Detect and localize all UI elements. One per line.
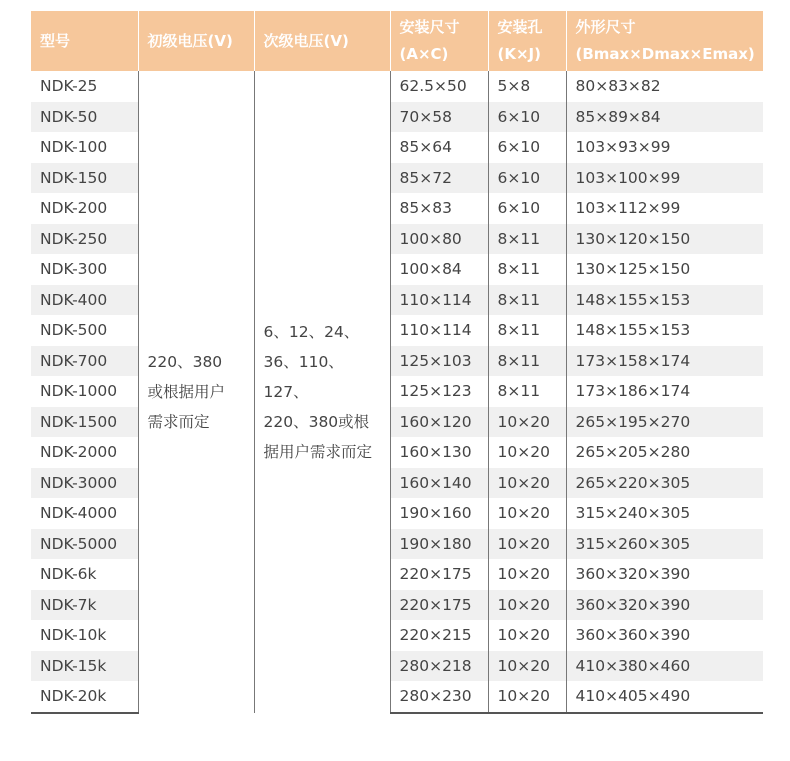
cell-model: NDK-10k: [40, 626, 107, 645]
cell-model: NDK-500: [40, 321, 108, 340]
primary-voltage-line: 220、380: [147, 352, 223, 371]
cell-mount-hole: 10×20: [488, 468, 566, 499]
cell-outline-size: 103×93×99: [566, 132, 763, 163]
cell-mount-hole: 10×20: [488, 620, 566, 651]
secondary-voltage-line: 6、12、24、: [263, 322, 360, 341]
cell-mount-size: 85×64: [390, 132, 488, 163]
header-primary-voltage-line: 初级电压(V): [147, 31, 233, 50]
cell-mount-hole: 8×11: [488, 376, 566, 407]
table-row: [31, 71, 763, 102]
cell-mount-hole: 10×20: [488, 681, 566, 713]
cell-mount-hole: 10×20: [488, 407, 566, 438]
cell-outline-size: 85×89×84: [566, 102, 763, 133]
table-body: [31, 71, 763, 713]
cell-mount-size: 160×140: [390, 468, 488, 499]
cell-outline-size: 315×240×305: [566, 498, 763, 529]
cell-mount-hole: 8×11: [488, 285, 566, 316]
cell-model: NDK-200: [40, 199, 108, 218]
cell-mount-hole: 10×20: [488, 590, 566, 621]
header-row: [31, 11, 763, 71]
cell-outline-size: 410×380×460: [566, 651, 763, 682]
header-mount-hole-line: 安装孔: [497, 18, 543, 36]
header-model-line: 型号: [40, 31, 71, 50]
cell-mount-size: 220×175: [390, 590, 488, 621]
cell-outline-size: 80×83×82: [566, 71, 763, 102]
cell-outline-size: 410×405×490: [566, 681, 763, 713]
cell-model: NDK-1500: [31, 407, 138, 438]
cell-model: NDK-150: [31, 163, 138, 194]
spec-table: [31, 11, 763, 714]
cell-outline-size: 130×120×150: [566, 224, 763, 255]
header-outline-size-line: 外形尺寸: [575, 18, 636, 36]
cell-model: NDK-1000: [40, 382, 118, 401]
spec-table-container: [31, 11, 763, 714]
cell-mount-size: 100×80: [390, 224, 488, 255]
cell-mount-size: 190×180: [390, 529, 488, 560]
cell-mount-hole: 6×10: [488, 193, 566, 224]
cell-outline-size: 173×186×174: [566, 376, 763, 407]
cell-mount-hole: 5×8: [488, 71, 566, 102]
cell-mount-hole: 8×11: [488, 254, 566, 285]
cell-mount-size: 280×230: [390, 681, 488, 713]
cell-mount-size: 85×72: [390, 163, 488, 194]
cell-model: NDK-300: [40, 260, 108, 279]
cell-model: NDK-400: [31, 285, 138, 316]
cell-mount-size: 220×175: [390, 559, 488, 590]
cell-model: NDK-250: [31, 224, 138, 255]
header-secondary-voltage: [254, 11, 390, 71]
cell-outline-size: 360×360×390: [566, 620, 763, 651]
cell-mount-size: 100×84: [390, 254, 488, 285]
cell-mount-size: 280×218: [390, 651, 488, 682]
cell-model: NDK-100: [40, 138, 108, 157]
cell-mount-size: 125×123: [390, 376, 488, 407]
primary-voltage-line: 需求而定: [147, 412, 210, 431]
cell-outline-size: 315×260×305: [566, 529, 763, 560]
cell-outline-size: 148×155×153: [566, 285, 763, 316]
cell-model: NDK-700: [31, 346, 138, 377]
cell-mount-size: 190×160: [390, 498, 488, 529]
cell-model: NDK-25: [40, 77, 98, 96]
primary-voltage-line: 或根据用户: [147, 382, 226, 401]
cell-mount-size: 160×120: [390, 407, 488, 438]
cell-mount-size: 110×114: [390, 285, 488, 316]
cell-model: NDK-4000: [40, 504, 118, 523]
cell-primary-voltage: [138, 71, 254, 713]
cell-outline-size: 103×112×99: [566, 193, 763, 224]
cell-model: NDK-20k: [31, 681, 138, 713]
cell-outline-size: 103×100×99: [566, 163, 763, 194]
header-mount-hole: [488, 11, 566, 71]
cell-mount-size: 160×130: [390, 437, 488, 468]
secondary-voltage-line: 据用户需求而定: [263, 442, 373, 461]
cell-outline-size: 173×158×174: [566, 346, 763, 377]
cell-mount-size: 220×215: [390, 620, 488, 651]
cell-mount-hole: 6×10: [488, 102, 566, 133]
header-mount-size: [390, 11, 488, 71]
cell-outline-size: 265×220×305: [566, 468, 763, 499]
cell-mount-size: 62.5×50: [390, 71, 488, 102]
cell-outline-size: 265×195×270: [566, 407, 763, 438]
cell-model: NDK-7k: [31, 590, 138, 621]
cell-mount-hole: 6×10: [488, 163, 566, 194]
cell-mount-hole: 10×20: [488, 651, 566, 682]
header-secondary-voltage-line: 次级电压(V): [263, 31, 349, 50]
cell-mount-size: 125×103: [390, 346, 488, 377]
header-mount-size-line: 安装尺寸: [399, 18, 460, 36]
cell-model: NDK-50: [31, 102, 138, 133]
cell-mount-size: 85×83: [390, 193, 488, 224]
cell-mount-hole: 8×11: [488, 224, 566, 255]
cell-model: NDK-15k: [31, 651, 138, 682]
cell-secondary-voltage: [254, 71, 390, 713]
cell-outline-size: 130×125×150: [566, 254, 763, 285]
secondary-voltage-line: 220、380或根: [263, 412, 370, 431]
header-model: [31, 11, 138, 71]
header-primary-voltage: [138, 11, 254, 71]
cell-outline-size: 360×320×390: [566, 559, 763, 590]
cell-outline-size: 360×320×390: [566, 590, 763, 621]
cell-mount-hole: 8×11: [488, 346, 566, 377]
cell-model: NDK-2000: [40, 443, 118, 462]
cell-model: NDK-5000: [31, 529, 138, 560]
secondary-voltage-line: 36、110、127、: [263, 352, 344, 401]
header-outline-size: [566, 11, 763, 71]
cell-mount-hole: 10×20: [488, 498, 566, 529]
cell-model: NDK-3000: [31, 468, 138, 499]
header-mount-hole-line: (K×J): [497, 45, 541, 63]
cell-mount-hole: 8×11: [488, 315, 566, 346]
cell-outline-size: 265×205×280: [566, 437, 763, 468]
cell-mount-hole: 10×20: [488, 559, 566, 590]
cell-mount-hole: 10×20: [488, 437, 566, 468]
cell-mount-size: 110×114: [390, 315, 488, 346]
cell-mount-size: 70×58: [390, 102, 488, 133]
header-mount-size-line: (A×C): [399, 45, 449, 63]
header-outline-size-line: (Bmax×Dmax×Emax): [575, 45, 755, 63]
cell-outline-size: 148×155×153: [566, 315, 763, 346]
cell-model: NDK-6k: [40, 565, 97, 584]
cell-mount-hole: 6×10: [488, 132, 566, 163]
cell-mount-hole: 10×20: [488, 529, 566, 560]
